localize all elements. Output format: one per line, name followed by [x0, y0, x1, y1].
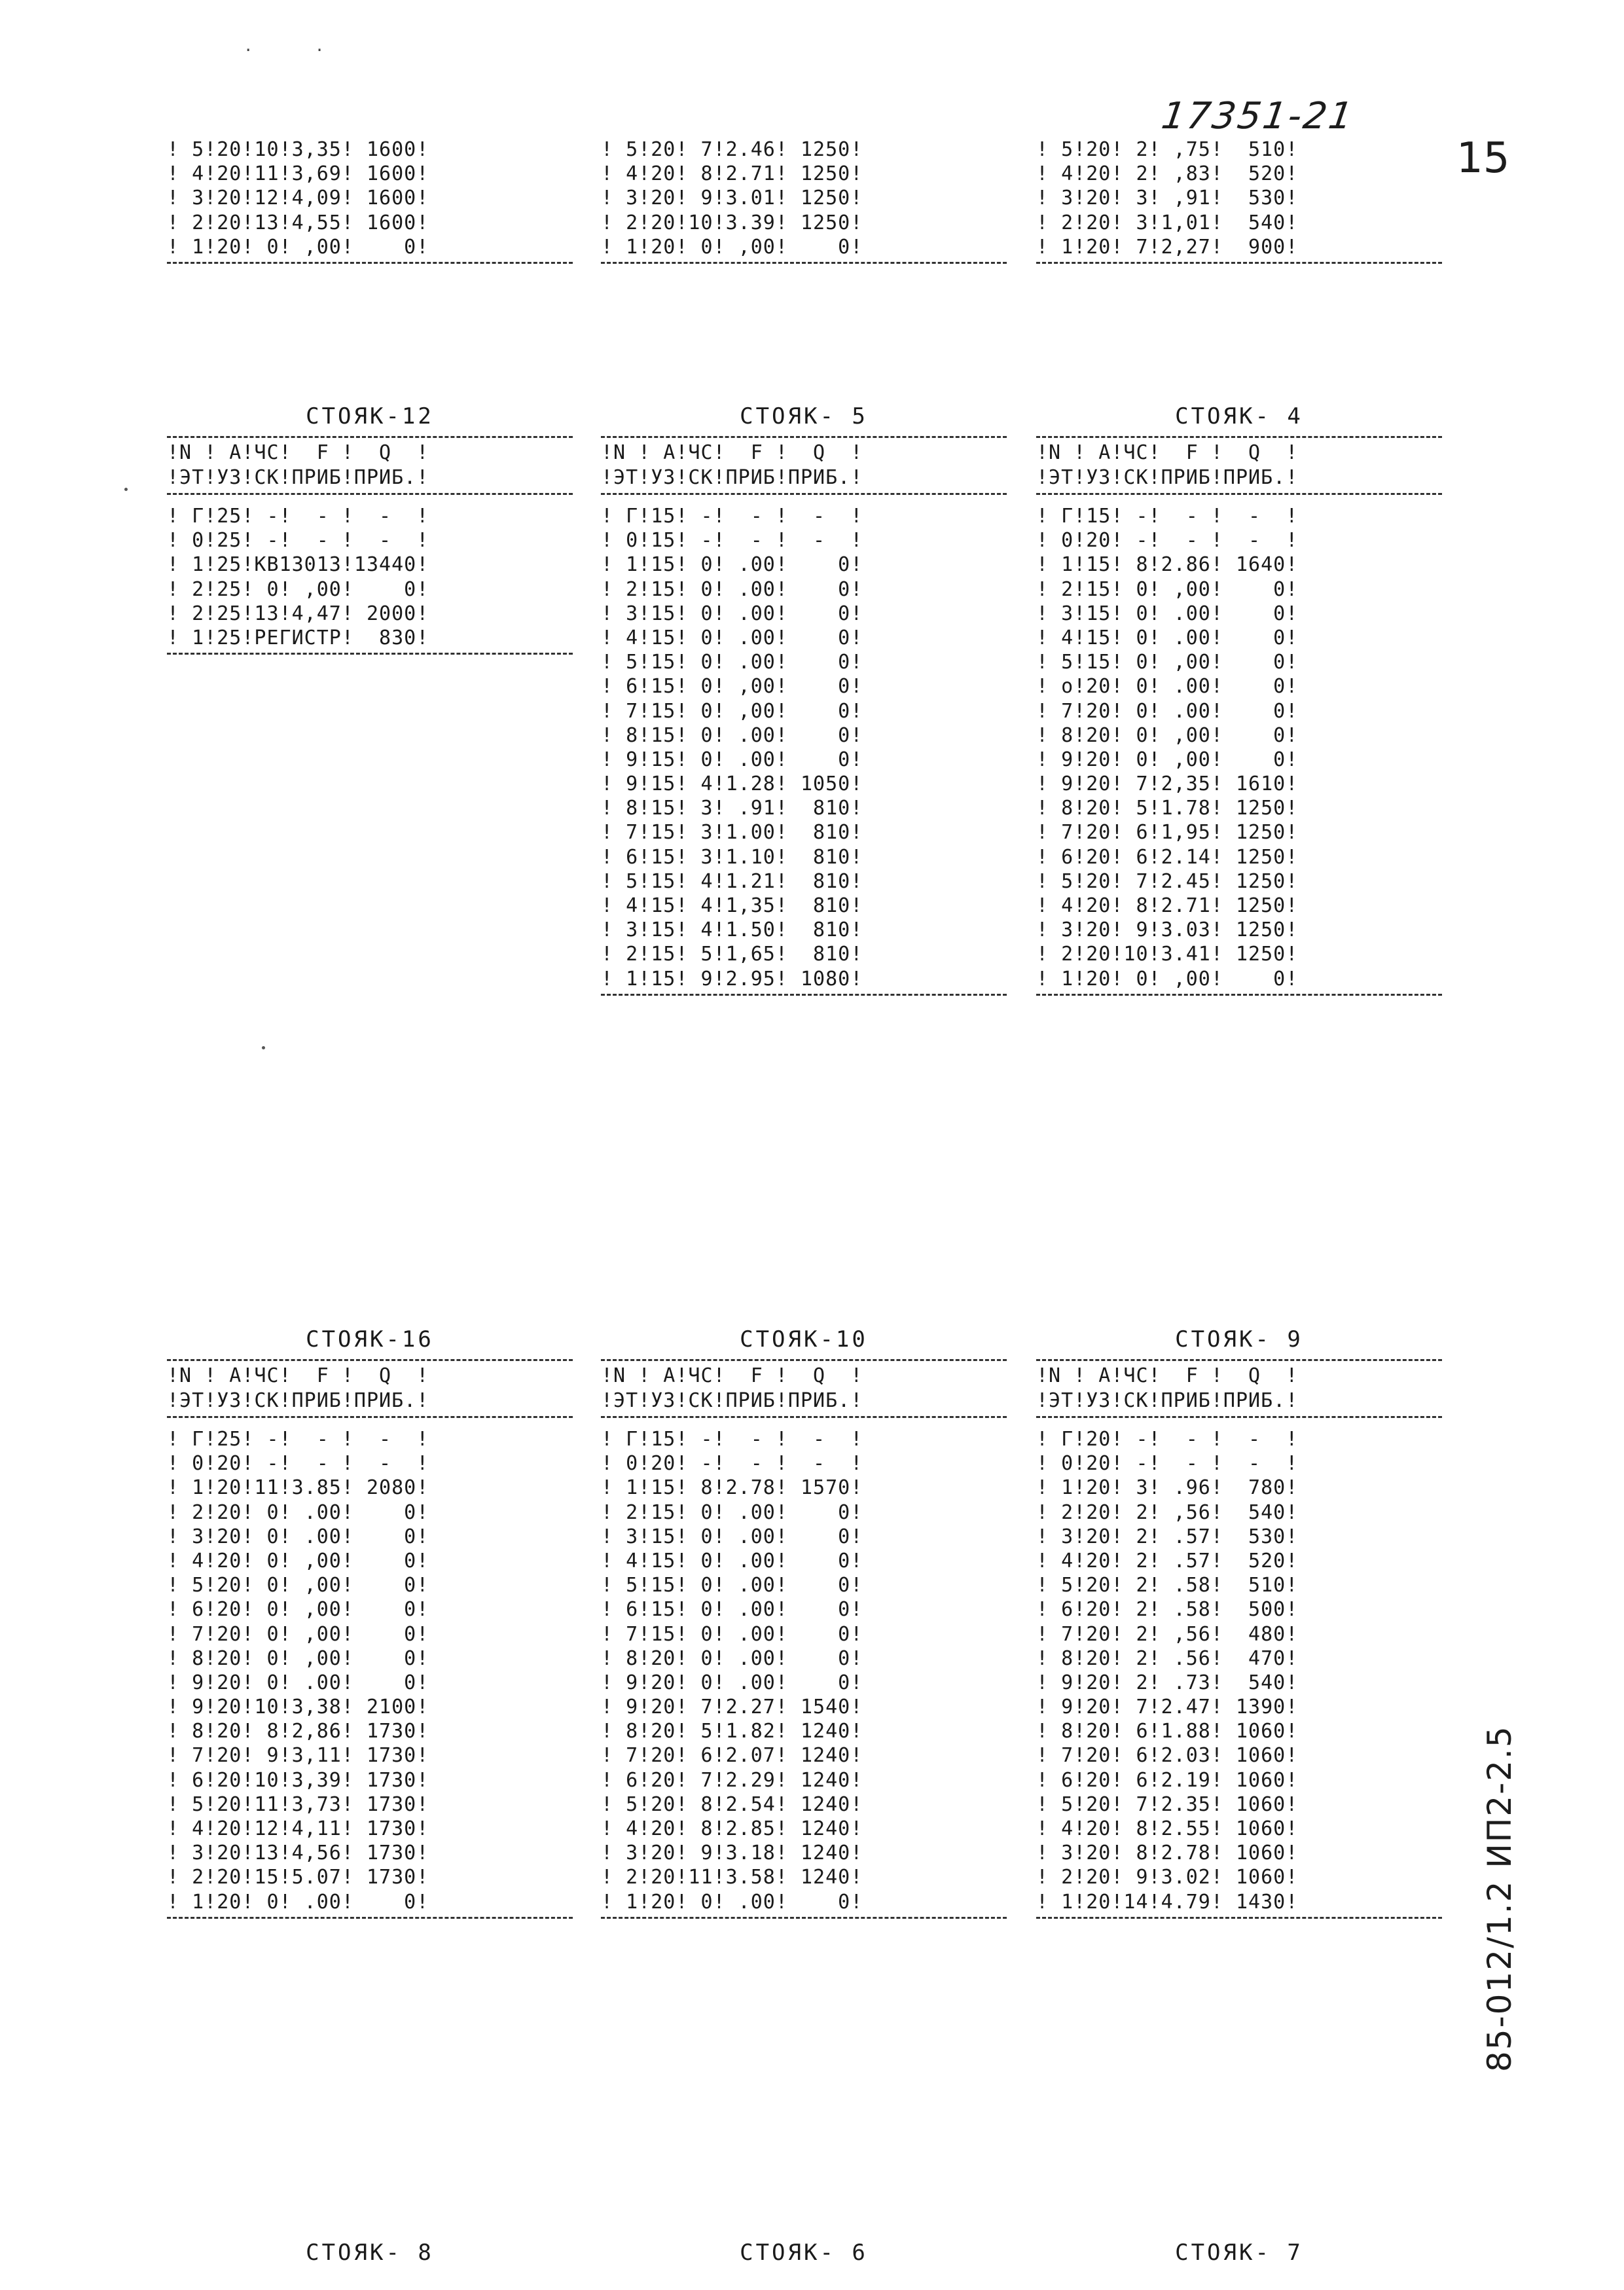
table-row: ! 4!20!11!3,69! 1600! [167, 162, 429, 186]
table-row: ! 7!15! 3!1.00! 810! [601, 821, 863, 845]
table-row: ! 7!20! 9!3,11! 1730! [167, 1744, 429, 1768]
dashed-rule [167, 1416, 573, 1418]
table-row: ! 4!20! 8!2.55! 1060! [1036, 1817, 1299, 1840]
dashed-rule [1036, 1359, 1442, 1361]
table-row: ! 1!25!РЕГИСТР! 830! [167, 626, 429, 649]
table-stoyak-16 [167, 1322, 573, 1921]
table-row: ! 3!15! 4!1.50! 810! [601, 918, 863, 942]
table-row: ! o!20! 0! .00! 0! [1036, 675, 1299, 699]
table-row: ! 1!20! 3! .96! 780! [1036, 1476, 1299, 1500]
table-row: ! Г!15! -! - ! - ! [1036, 505, 1299, 528]
table-row: ! 9!20! 2! .73! 540! [1036, 1671, 1299, 1694]
table-row: ! 1!20! 7!2,27! 900! [1036, 235, 1299, 259]
table-stoyak-12 [167, 399, 573, 657]
table-row: ! 0!25! -! - ! - ! [167, 529, 429, 553]
table-row: ! 3!20! 8!2.78! 1060! [1036, 1842, 1299, 1865]
table-title: СТОЯК- 5 [740, 403, 868, 429]
dashed-rule [601, 1917, 1007, 1919]
column-header-line-2: !ЭТ!УЗ!СК!ПРИБ!ПРИБ.! [167, 466, 429, 489]
table-row: ! 8!20! 5!1.78! 1250! [1036, 797, 1299, 820]
table-row: ! 5!20!11!3,73! 1730! [167, 1792, 429, 1816]
table-row: ! 5!20! 7!2.46! 1250! [601, 138, 863, 161]
scan-dots: . . [244, 37, 351, 55]
table-row: ! 4!15! 4!1,35! 810! [601, 894, 863, 917]
table-row: ! 1!20! 0! ,00! 0! [1036, 967, 1299, 991]
table-row: ! 6!20! 6!2.19! 1060! [1036, 1768, 1299, 1792]
table-row: ! 6!20! 0! ,00! 0! [167, 1598, 429, 1622]
table-top-right [1036, 137, 1442, 266]
dashed-rule [167, 653, 573, 655]
table-row: ! 5!20! 0! ,00! 0! [167, 1574, 429, 1597]
table-row: ! 8!15! 0! .00! 0! [601, 723, 863, 747]
column-header-line-2: !ЭТ!УЗ!СК!ПРИБ!ПРИБ.! [601, 1389, 863, 1412]
table-row: ! 7!15! 0! ,00! 0! [601, 699, 863, 723]
table-row: ! 3!20! 0! .00! 0! [167, 1525, 429, 1548]
dashed-rule [601, 262, 1007, 264]
table-row: ! 4!20! 0! ,00! 0! [167, 1549, 429, 1572]
spacer [601, 498, 1007, 504]
table-row: ! 9!20!10!3,38! 2100! [167, 1696, 429, 1719]
table-top-left [167, 137, 573, 266]
table-row: ! 2!20!10!3.41! 1250! [1036, 943, 1299, 966]
table-row: ! 9!20! 0! .00! 0! [601, 1671, 863, 1694]
table-row: ! 3!15! 0! .00! 0! [1036, 602, 1299, 625]
table-row: ! 5!15! 0! ,00! 0! [1036, 651, 1299, 674]
table-row: ! 8!20! 0! ,00! 0! [167, 1646, 429, 1670]
table-title: СТОЯК- 4 [1175, 403, 1303, 429]
table-row: ! 9!15! 0! .00! 0! [601, 748, 863, 771]
document-number: 17351-21 [1159, 95, 1358, 137]
dashed-rule [601, 994, 1007, 996]
scan-speck [262, 1046, 265, 1049]
dashed-rule [601, 436, 1007, 438]
table-title: СТОЯК-16 [306, 1326, 434, 1353]
table-title: СТОЯК- 7 [1175, 2240, 1303, 2266]
column-header-line-2: !ЭТ!УЗ!СК!ПРИБ!ПРИБ.! [1036, 1389, 1299, 1412]
table-row: ! 2!20! 9!3.02! 1060! [1036, 1866, 1299, 1889]
table-row: ! 8!20! 5!1.82! 1240! [601, 1720, 863, 1743]
dashed-rule [601, 1359, 1007, 1361]
side-document-code: 85-012/1.2 ИП2-2.5 [1481, 1725, 1519, 2072]
table-row: ! 4!15! 0! .00! 0! [601, 626, 863, 649]
dashed-rule [601, 493, 1007, 495]
table-row: ! 7!20! 6!1,95! 1250! [1036, 821, 1299, 845]
table-title: СТОЯК-12 [306, 403, 434, 429]
table-row: ! 7!20! 0! ,00! 0! [167, 1622, 429, 1646]
table-row: ! 3!20! 9!3.18! 1240! [601, 1842, 863, 1865]
table-row: ! 0!20! -! - ! - ! [167, 1452, 429, 1476]
table-row: ! 1!15! 9!2.95! 1080! [601, 967, 863, 991]
table-row: ! 4!20! 2! ,83! 520! [1036, 162, 1299, 186]
table-row: ! 0!15! -! - ! - ! [601, 529, 863, 553]
table-row: ! 8!20! 6!1.88! 1060! [1036, 1720, 1299, 1743]
table-row: ! 1!20!14!4.79! 1430! [1036, 1890, 1299, 1914]
dashed-rule [1036, 493, 1442, 495]
table-row: ! 3!20!12!4,09! 1600! [167, 187, 429, 210]
dashed-rule [1036, 262, 1442, 264]
table-row: ! 9!15! 4!1.28! 1050! [601, 772, 863, 796]
table-row: ! 1!15! 8!2.78! 1570! [601, 1476, 863, 1500]
table-row: ! 6!15! 0! ,00! 0! [601, 675, 863, 699]
dashed-rule [167, 436, 573, 438]
table-row: ! 0!20! -! - ! - ! [1036, 529, 1299, 553]
table-row: ! 2!20!10!3.39! 1250! [601, 211, 863, 234]
spacer [167, 1421, 573, 1427]
table-row: ! 2!25!13!4,47! 2000! [167, 602, 429, 625]
table-stoyak-4 [1036, 399, 1442, 998]
table-row: ! 8!15! 3! .91! 810! [601, 797, 863, 820]
table-row: ! 8!20! 8!2,86! 1730! [167, 1720, 429, 1743]
table-row: ! 3!20! 2! .57! 530! [1036, 1525, 1299, 1548]
table-row: ! 0!20! -! - ! - ! [1036, 1452, 1299, 1476]
table-row: ! 3!20! 9!3.03! 1250! [1036, 918, 1299, 942]
table-row: ! 1!20! 0! .00! 0! [167, 1890, 429, 1914]
table-row: ! 7!20! 6!2.03! 1060! [1036, 1744, 1299, 1768]
table-row: ! 7!20! 6!2.07! 1240! [601, 1744, 863, 1768]
table-row: ! 3!20! 9!3.01! 1250! [601, 187, 863, 210]
table-row: ! 3!15! 0! .00! 0! [601, 1525, 863, 1548]
table-row: ! 1!20! 0! .00! 0! [601, 1890, 863, 1914]
table-stoyak-10 [601, 1322, 1007, 1921]
table-stoyak-9 [1036, 1322, 1442, 1921]
table-row: ! 0!20! -! - ! - ! [601, 1452, 863, 1476]
table-row: ! 2!20! 3!1,01! 540! [1036, 211, 1299, 234]
table-row: ! 3!20!13!4,56! 1730! [167, 1842, 429, 1865]
table-row: ! 9!20! 0! .00! 0! [167, 1671, 429, 1694]
table-row: ! 4!20! 2! .57! 520! [1036, 1549, 1299, 1572]
table-row: ! 6!20!10!3,39! 1730! [167, 1768, 429, 1792]
table-row: ! 7!20! 2! ,56! 480! [1036, 1622, 1299, 1646]
column-header-line-1: !N ! A!ЧС! F ! Q ! [1036, 441, 1299, 464]
table-stoyak-6 [601, 2236, 1007, 2270]
table-row: ! 5!20! 2! ,75! 510! [1036, 138, 1299, 161]
table-row: ! 1!20!11!3.85! 2080! [167, 1476, 429, 1500]
dashed-rule [1036, 436, 1442, 438]
column-header-line-1: !N ! A!ЧС! F ! Q ! [601, 1364, 863, 1387]
column-header-line-1: !N ! A!ЧС! F ! Q ! [601, 441, 863, 464]
table-row: ! 3!15! 0! .00! 0! [601, 602, 863, 625]
dashed-rule [167, 1359, 573, 1361]
table-row: ! 4!15! 0! .00! 0! [1036, 626, 1299, 649]
table-row: ! 9!20! 0! ,00! 0! [1036, 748, 1299, 771]
table-row: ! 2!20!15!5.07! 1730! [167, 1866, 429, 1889]
table-row: ! 8!20! 0! .00! 0! [601, 1646, 863, 1670]
table-row: ! 2!15! 0! .00! 0! [601, 577, 863, 601]
table-row: ! 5!15! 0! .00! 0! [601, 651, 863, 674]
column-header-line-1: !N ! A!ЧС! F ! Q ! [1036, 1364, 1299, 1387]
table-row: ! Г!25! -! - ! - ! [167, 505, 429, 528]
table-row: ! 9!20! 7!2,35! 1610! [1036, 772, 1299, 796]
table-row: ! 2!15! 0! ,00! 0! [1036, 577, 1299, 601]
table-row: ! 1!15! 8!2.86! 1640! [1036, 553, 1299, 577]
table-row: ! 2!20!13!4,55! 1600! [167, 211, 429, 234]
table-row: ! 1!25!КВ13013!13440! [167, 553, 429, 577]
spacer [167, 498, 573, 504]
column-header-line-1: !N ! A!ЧС! F ! Q ! [167, 1364, 429, 1387]
dashed-rule [1036, 1917, 1442, 1919]
table-row: ! 5!20! 8!2.54! 1240! [601, 1792, 863, 1816]
table-title: СТОЯК-10 [740, 1326, 868, 1353]
column-header-line-2: !ЭТ!УЗ!СК!ПРИБ!ПРИБ.! [601, 466, 863, 489]
table-row: ! Г!15! -! - ! - ! [601, 505, 863, 528]
table-row: ! Г!25! -! - ! - ! [167, 1428, 429, 1451]
table-stoyak-7 [1036, 2236, 1442, 2270]
table-row: ! 7!15! 0! .00! 0! [601, 1622, 863, 1646]
table-title: СТОЯК- 8 [306, 2240, 434, 2266]
table-row: ! 1!20! 0! ,00! 0! [167, 235, 429, 259]
dashed-rule [167, 493, 573, 495]
table-row: ! 2!20! 2! ,56! 540! [1036, 1500, 1299, 1524]
table-row: ! 6!15! 3!1.10! 810! [601, 845, 863, 869]
spacer [601, 1421, 1007, 1427]
table-row: ! 6!20! 7!2.29! 1240! [601, 1768, 863, 1792]
spacer [1036, 498, 1442, 504]
table-row: ! 9!20! 7!2.47! 1390! [1036, 1696, 1299, 1719]
table-row: ! 1!15! 0! .00! 0! [601, 553, 863, 577]
dashed-rule [167, 1917, 573, 1919]
dashed-rule [1036, 1416, 1442, 1418]
table-row: ! 2!20!11!3.58! 1240! [601, 1866, 863, 1889]
table-row: ! 4!20! 8!2.71! 1250! [1036, 894, 1299, 917]
table-row: ! 5!15! 0! .00! 0! [601, 1574, 863, 1597]
table-row: ! 6!20! 6!2.14! 1250! [1036, 845, 1299, 869]
table-row: ! 2!15! 5!1,65! 810! [601, 943, 863, 966]
table-title: СТОЯК- 6 [740, 2240, 868, 2266]
table-row: ! 5!20! 2! .58! 510! [1036, 1574, 1299, 1597]
table-stoyak-5 [601, 399, 1007, 998]
table-row: ! 8!20! 2! .56! 470! [1036, 1646, 1299, 1670]
table-row: ! 5!15! 4!1.21! 810! [601, 869, 863, 893]
table-row: ! 8!20! 0! ,00! 0! [1036, 723, 1299, 747]
table-row: ! 1!20! 0! ,00! 0! [601, 235, 863, 259]
column-header-line-2: !ЭТ!УЗ!СК!ПРИБ!ПРИБ.! [1036, 466, 1299, 489]
dashed-rule [1036, 994, 1442, 996]
table-row: ! Г!20! -! - ! - ! [1036, 1428, 1299, 1451]
table-row: ! 9!20! 7!2.27! 1540! [601, 1696, 863, 1719]
table-row: ! 6!20! 2! .58! 500! [1036, 1598, 1299, 1622]
column-header-line-2: !ЭТ!УЗ!СК!ПРИБ!ПРИБ.! [167, 1389, 429, 1412]
table-row: ! 5!20! 7!2.35! 1060! [1036, 1792, 1299, 1816]
table-row: ! Г!15! -! - ! - ! [601, 1428, 863, 1451]
table-row: ! 4!20! 8!2.85! 1240! [601, 1817, 863, 1840]
table-row: ! 4!15! 0! .00! 0! [601, 1549, 863, 1572]
scan-speck [124, 488, 128, 491]
spacer [1036, 1421, 1442, 1427]
table-row: ! 2!25! 0! ,00! 0! [167, 577, 429, 601]
page-number: 15 [1456, 134, 1510, 183]
table-title: СТОЯК- 9 [1175, 1326, 1303, 1353]
table-row: ! 5!20!10!3,35! 1600! [167, 138, 429, 161]
table-row: ! 2!20! 0! .00! 0! [167, 1500, 429, 1524]
table-row: ! 3!20! 3! ,91! 530! [1036, 187, 1299, 210]
table-row: ! 2!15! 0! .00! 0! [601, 1500, 863, 1524]
table-row: ! 6!15! 0! .00! 0! [601, 1598, 863, 1622]
table-stoyak-8 [167, 2236, 573, 2270]
dashed-rule [601, 1416, 1007, 1418]
dashed-rule [167, 262, 573, 264]
table-row: ! 7!20! 0! .00! 0! [1036, 699, 1299, 723]
column-header-line-1: !N ! A!ЧС! F ! Q ! [167, 441, 429, 464]
table-row: ! 5!20! 7!2.45! 1250! [1036, 869, 1299, 893]
table-row: ! 4!20!12!4,11! 1730! [167, 1817, 429, 1840]
table-top-mid [601, 137, 1007, 266]
table-row: ! 4!20! 8!2.71! 1250! [601, 162, 863, 186]
